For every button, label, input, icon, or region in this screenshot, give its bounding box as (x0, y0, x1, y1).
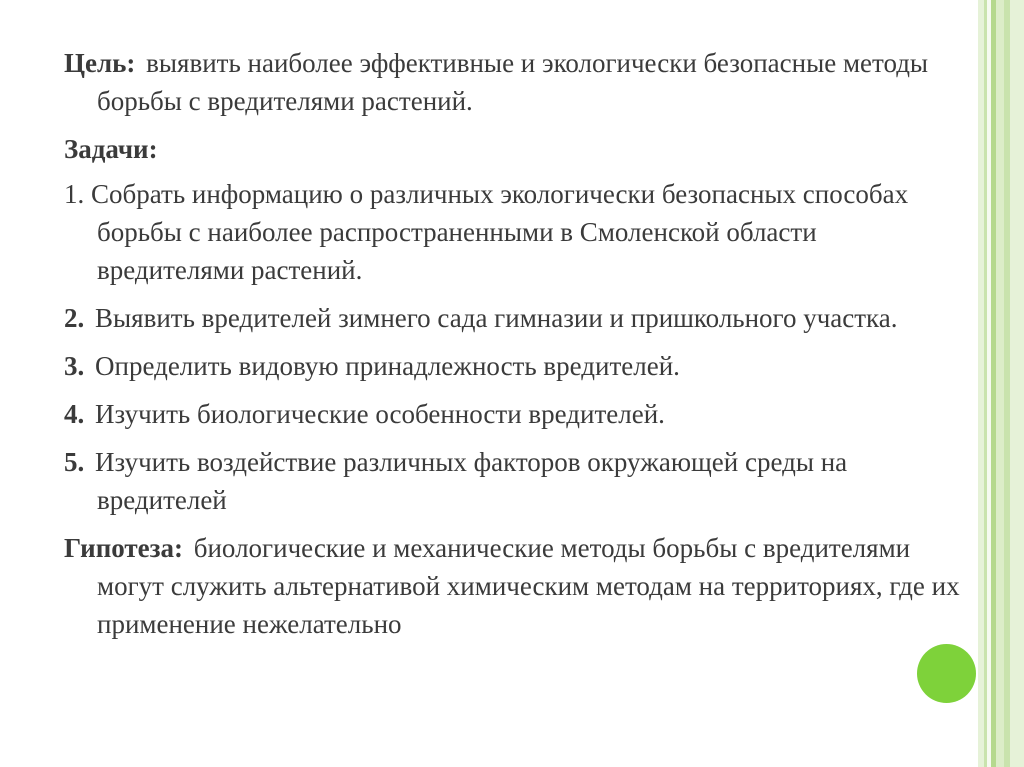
task-text-4: Изучить биологические особенности вредителей. (95, 399, 665, 429)
task-item-4 (64, 395, 964, 433)
task-item-2 (64, 299, 964, 337)
task-item-5 (64, 443, 964, 519)
green-circle-icon (917, 644, 976, 703)
task-number-2: 2. (64, 303, 85, 333)
task-text-3: Определить видовую принадлежность вредителей. (95, 351, 680, 381)
goal-paragraph (64, 44, 964, 120)
tasks-heading-paragraph (64, 130, 964, 168)
task-number-5: 5. (64, 447, 85, 477)
goal-label: Цель: (64, 48, 136, 78)
task-number-3: 3. (64, 351, 85, 381)
goal-text: выявить наиболее эффективные и экологически безопасные методы борьбы с вредителями растений. (97, 48, 929, 116)
tasks-heading: Задачи: (64, 134, 158, 164)
hypothesis-paragraph (64, 529, 964, 643)
task-separator-1: . (77, 179, 85, 209)
task-number-4: 4. (64, 399, 85, 429)
hypothesis-text: биологические и механические методы борьбы с вредителями могут служить альтернативой химическим методам на территориях, где их применение нежелательно (97, 533, 960, 639)
task-number-1: 1 (64, 179, 78, 209)
stripe-edge (1010, 0, 1024, 767)
task-text-1: Собрать информацию о различных экологически безопасных способах борьбы с наиболее распространенными в Смоленской области вредителями растений. (91, 179, 909, 285)
stripe-light-right (996, 0, 1004, 767)
hypothesis-label: Гипотеза: (64, 533, 183, 563)
task-item-1 (64, 175, 964, 289)
task-text-5: Изучить воздействие различных факторов окружающей среды на вредителей (95, 447, 848, 515)
task-item-3 (64, 347, 964, 385)
slide-content (64, 44, 964, 653)
task-text-2: Выявить вредителей зимнего сада гимназии и пришкольного участка. (95, 303, 898, 333)
